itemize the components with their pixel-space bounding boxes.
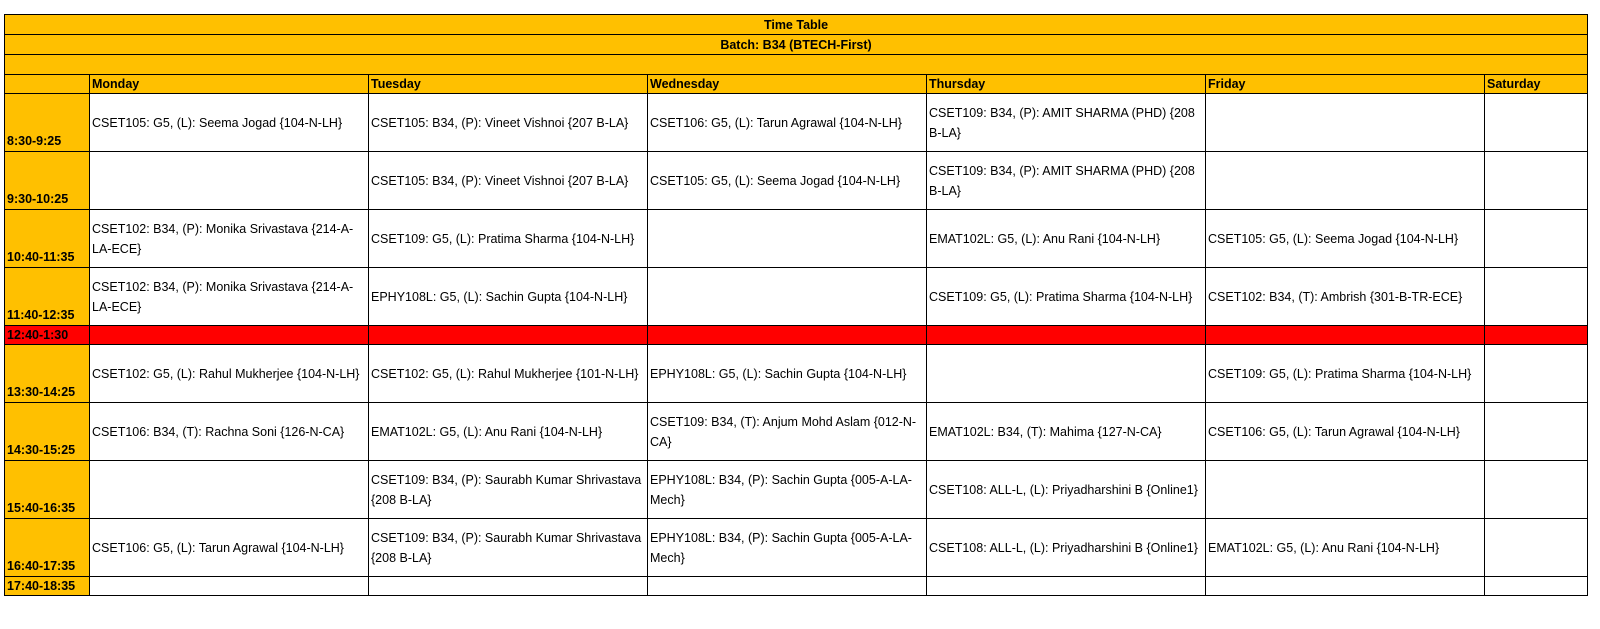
time-cell: 14:30-15:25 xyxy=(5,403,90,461)
batch-label: Batch: B34 (BTECH-First) xyxy=(5,35,1588,55)
class-cell: CSET109: B34, (P): Saurabh Kumar Shrivastava {208 B-LA} xyxy=(369,519,648,577)
class-cell: CSET106: G5, (L): Tarun Agrawal {104-N-LH} xyxy=(648,94,927,152)
lunch-row xyxy=(5,326,1588,345)
time-cell: 17:40-18:35 xyxy=(5,577,90,596)
class-cell: CSET108: ALL-L, (L): Priyadharshini B {Online1} xyxy=(927,461,1206,519)
class-cell xyxy=(1485,345,1588,403)
slot-row xyxy=(5,461,1588,519)
class-cell xyxy=(648,577,927,596)
class-cell: CSET106: G5, (L): Tarun Agrawal {104-N-LH} xyxy=(1206,403,1485,461)
slot-row xyxy=(5,345,1588,403)
class-cell: CSET109: G5, (L): Pratima Sharma {104-N-LH} xyxy=(927,268,1206,326)
time-cell: 13:30-14:25 xyxy=(5,345,90,403)
class-cell xyxy=(1485,519,1588,577)
lunch-cell xyxy=(927,326,1206,345)
class-cell: CSET106: G5, (L): Tarun Agrawal {104-N-LH} xyxy=(90,519,369,577)
timetable-title: Time Table xyxy=(5,15,1588,35)
slot-row xyxy=(5,403,1588,461)
class-cell: CSET109: G5, (L): Pratima Sharma {104-N-LH} xyxy=(369,210,648,268)
corner-cell xyxy=(5,75,90,94)
class-cell: CSET105: G5, (L): Seema Jogad {104-N-LH} xyxy=(648,152,927,210)
class-cell xyxy=(369,577,648,596)
slot-row xyxy=(5,152,1588,210)
class-cell xyxy=(1206,152,1485,210)
class-cell: EMAT102L: G5, (L): Anu Rani {104-N-LH} xyxy=(927,210,1206,268)
class-cell: CSET109: G5, (L): Pratima Sharma {104-N-LH} xyxy=(1206,345,1485,403)
day-header-wednesday: Wednesday xyxy=(648,75,927,94)
time-cell: 8:30-9:25 xyxy=(5,94,90,152)
class-cell: EMAT102L: G5, (L): Anu Rani {104-N-LH} xyxy=(1206,519,1485,577)
class-cell: CSET106: B34, (T): Rachna Soni {126-N-CA} xyxy=(90,403,369,461)
class-cell: EPHY108L: B34, (P): Sachin Gupta {005-A-LA-Mech} xyxy=(648,461,927,519)
class-cell: CSET105: B34, (P): Vineet Vishnoi {207 B-LA} xyxy=(369,94,648,152)
slot-row-last xyxy=(5,577,1588,596)
class-cell xyxy=(1485,210,1588,268)
time-cell: 16:40-17:35 xyxy=(5,519,90,577)
slot-row xyxy=(5,519,1588,577)
class-cell: EMAT102L: B34, (T): Mahima {127-N-CA} xyxy=(927,403,1206,461)
slot-row xyxy=(5,268,1588,326)
day-header-saturday: Saturday xyxy=(1485,75,1588,94)
class-cell xyxy=(1485,577,1588,596)
class-cell: CSET102: B34, (T): Ambrish {301-B-TR-ECE} xyxy=(1206,268,1485,326)
lunch-cell xyxy=(369,326,648,345)
class-cell: CSET109: B34, (P): AMIT SHARMA (PHD) {208 B-LA} xyxy=(927,94,1206,152)
class-cell xyxy=(927,345,1206,403)
class-cell: EPHY108L: B34, (P): Sachin Gupta {005-A-LA-Mech} xyxy=(648,519,927,577)
class-cell xyxy=(90,152,369,210)
lunch-cell xyxy=(1485,326,1588,345)
slot-row xyxy=(5,94,1588,152)
class-cell: CSET102: B34, (P): Monika Srivastava {214-A-LA-ECE} xyxy=(90,210,369,268)
slot-row xyxy=(5,210,1588,268)
time-cell: 15:40-16:35 xyxy=(5,461,90,519)
class-cell: CSET105: G5, (L): Seema Jogad {104-N-LH} xyxy=(1206,210,1485,268)
blank-header-row xyxy=(5,55,1588,75)
class-cell: CSET109: B34, (T): Anjum Mohd Aslam {012-N-CA} xyxy=(648,403,927,461)
class-cell: CSET102: G5, (L): Rahul Mukherjee {104-N-LH} xyxy=(90,345,369,403)
class-cell xyxy=(1206,577,1485,596)
day-header-row xyxy=(5,75,1588,94)
class-cell: CSET105: B34, (P): Vineet Vishnoi {207 B-LA} xyxy=(369,152,648,210)
class-cell: CSET109: B34, (P): Saurabh Kumar Shrivastava {208 B-LA} xyxy=(369,461,648,519)
class-cell: EPHY108L: G5, (L): Sachin Gupta {104-N-LH} xyxy=(369,268,648,326)
class-cell: CSET105: G5, (L): Seema Jogad {104-N-LH} xyxy=(90,94,369,152)
class-cell: CSET102: B34, (P): Monika Srivastava {214-A-LA-ECE} xyxy=(90,268,369,326)
class-cell xyxy=(1485,403,1588,461)
day-header-tuesday: Tuesday xyxy=(369,75,648,94)
class-cell: CSET109: B34, (P): AMIT SHARMA (PHD) {208 B-LA} xyxy=(927,152,1206,210)
day-header-friday: Friday xyxy=(1206,75,1485,94)
lunch-time-cell: 12:40-1:30 xyxy=(5,326,90,345)
lunch-cell xyxy=(648,326,927,345)
class-cell xyxy=(1206,461,1485,519)
timetable xyxy=(4,14,1588,596)
time-cell: 11:40-12:35 xyxy=(5,268,90,326)
class-cell xyxy=(648,268,927,326)
class-cell xyxy=(90,577,369,596)
class-cell xyxy=(927,577,1206,596)
class-cell: EMAT102L: G5, (L): Anu Rani {104-N-LH} xyxy=(369,403,648,461)
day-header-monday: Monday xyxy=(90,75,369,94)
class-cell xyxy=(1485,152,1588,210)
lunch-cell xyxy=(1206,326,1485,345)
class-cell xyxy=(90,461,369,519)
class-cell xyxy=(1485,94,1588,152)
class-cell: EPHY108L: G5, (L): Sachin Gupta {104-N-LH} xyxy=(648,345,927,403)
class-cell: CSET102: G5, (L): Rahul Mukherjee {101-N-LH} xyxy=(369,345,648,403)
class-cell xyxy=(648,210,927,268)
class-cell xyxy=(1206,94,1485,152)
time-cell: 10:40-11:35 xyxy=(5,210,90,268)
lunch-cell xyxy=(90,326,369,345)
class-cell: CSET108: ALL-L, (L): Priyadharshini B {Online1} xyxy=(927,519,1206,577)
day-header-thursday: Thursday xyxy=(927,75,1206,94)
class-cell xyxy=(1485,461,1588,519)
class-cell xyxy=(1485,268,1588,326)
time-cell: 9:30-10:25 xyxy=(5,152,90,210)
